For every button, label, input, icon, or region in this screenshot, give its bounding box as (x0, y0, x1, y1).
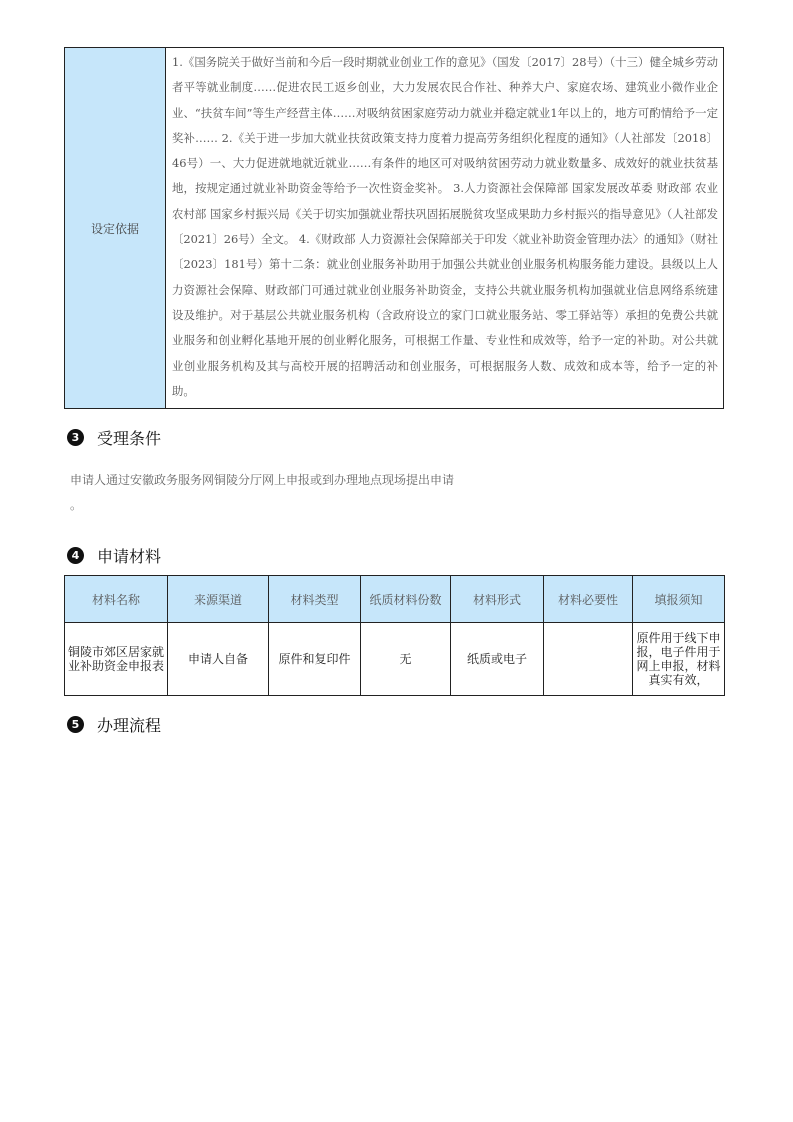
conditions-tail: 。 (70, 498, 83, 512)
section-materials-heading (67, 545, 161, 565)
cell-necessity (544, 623, 633, 696)
table-header-row (65, 576, 725, 623)
cell-form: 纸质或电子 (451, 623, 544, 696)
materials-table (64, 575, 725, 696)
section-number-badge: 5 (67, 716, 84, 733)
section-number-badge: 3 (67, 429, 84, 446)
cell-material-name: 铜陵市郊区居家就业补助资金申报表 (65, 623, 168, 696)
column-header: 填报须知 (633, 576, 725, 623)
section-conditions-heading (67, 427, 161, 447)
cell-type: 原件和复印件 (269, 623, 361, 696)
section-title: 办理流程 (97, 715, 162, 735)
basis-text: 1.《国务院关于做好当前和今后一段时期就业创业工作的意见》（国发〔2017〕28号）（十三）健全城乡劳动者平等就业制度……促进农民工返乡创业，大力发展农民合作社、种养大户、家庭农场、建筑业小微作业企业、“扶贫车间”等生产经营主体……对吸纳贫困家庭劳动力就业并稳定就业1年以上的，地方可酌情给予一定奖补…… 2.《关于进一步加大就业扶贫政策支持力度着力提高劳务组织化程度的通知》（人社部发〔2018〕46号）一、大力促进就地就近就业……有条件的地区可对吸纳贫困劳动力就业数量多、成效好的就业扶贫基地，按规定通过就业补助资金等给予一次性资金奖补。 3.人力资源社会保障部 国家发展改革委 财政部 农业农村部 国家乡村振兴局《关于切实加强就业帮扶巩固拓展脱贫攻坚成果助力乡村振兴的指导意见》（人社部发〔2021〕26号）全文。 4.《财政部 人力资源社会保障部关于印发〈就业补助资金管理办法〉的通知》（财社〔2023〕181号）第十二条：就业创业服务补助用于加强公共就业创业服务机构服务能力建设。县级以上人力资源社会保障、财政部门可通过就业创业服务补助资金，支持公共就业服务机构加强就业信息网络系统建设及维护。对于基层公共就业服务机构（含政府设立的家门口就业服务站、零工驿站等）承担的免费公共就业服务和创业孵化基地开展的创业孵化服务，可根据工作量、专业性和成效等，给予一定的补助。对公共就业创业服务机构及其与高校开展的招聘活动和创业服务，可根据服务人数、成效和成本等，给予一定的补助。 (166, 48, 724, 409)
cell-source: 申请人自备 (168, 623, 269, 696)
column-header: 来源渠道 (168, 576, 269, 623)
section-process-heading (67, 714, 161, 734)
basis-label: 设定依据 (65, 48, 166, 409)
section-title: 申请材料 (97, 546, 162, 566)
cell-copies: 无 (361, 623, 451, 696)
column-header: 材料名称 (65, 576, 168, 623)
cell-notes: 原件用于线下申报，电子件用于网上申报，材料真实有效， (633, 623, 725, 696)
section-number-badge: 4 (67, 547, 84, 564)
basis-table (64, 47, 724, 409)
column-header: 材料形式 (451, 576, 544, 623)
column-header: 纸质材料份数 (361, 576, 451, 623)
table-row (65, 623, 725, 696)
column-header: 材料必要性 (544, 576, 633, 623)
column-header: 材料类型 (269, 576, 361, 623)
section-title: 受理条件 (97, 428, 162, 448)
conditions-text: 申请人通过安徽政务服务网铜陵分厅网上申报或到办理地点现场提出申请 (70, 473, 455, 487)
